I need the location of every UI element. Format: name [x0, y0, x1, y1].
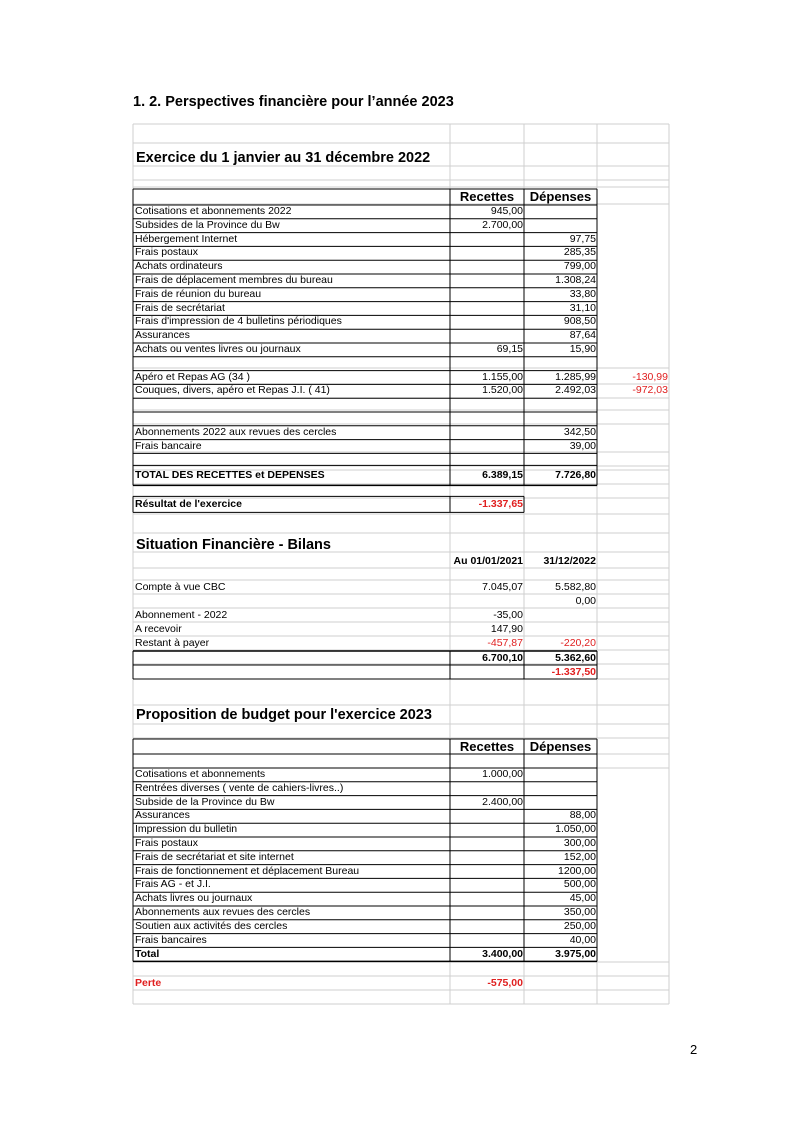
budget-recettes — [450, 782, 524, 796]
row-label: Subsides de la Province du Bw — [135, 218, 280, 231]
row-difference — [597, 260, 669, 274]
row-difference — [597, 440, 669, 454]
row-label: Achats ou ventes livres ou journaux — [135, 343, 301, 355]
row-difference: -130,99 — [632, 370, 668, 383]
row-label: Frais bancaire — [135, 439, 202, 452]
budget-label: Achats livres ou journaux — [135, 892, 253, 905]
row-recettes — [450, 260, 524, 274]
budget-label: Frais AG - et J.I. — [135, 878, 211, 891]
row-depenses: 799,00 — [563, 260, 596, 273]
row-label: Cotisations et abonnements 2022 — [135, 205, 292, 217]
budget-recettes — [450, 837, 524, 851]
row-difference — [597, 398, 669, 412]
row-depenses: 33,80 — [569, 287, 596, 300]
result-label: Résultat de l'exercice — [135, 498, 242, 511]
budget-label: Frais postaux — [135, 837, 199, 849]
perte-value: -575,00 — [487, 977, 523, 989]
row-label: Couques, divers, apéro et Repas J.I. ( 41) — [135, 384, 330, 397]
row-recettes — [450, 398, 524, 412]
budget-depenses: 40,00 — [569, 933, 596, 946]
budget-label: Frais de fonctionnement et déplacement Bureau — [135, 864, 360, 877]
budget-depenses — [524, 796, 597, 810]
row-depenses: 39,00 — [569, 439, 596, 452]
bilan-value-end — [524, 609, 597, 623]
budget-recettes — [450, 878, 524, 892]
recettes-header: Recettes — [459, 189, 515, 204]
budget-depenses: 350,00 — [563, 906, 596, 918]
row-difference — [597, 219, 669, 233]
row-depenses: 97,75 — [569, 232, 596, 245]
budget-label: Cotisations et abonnements — [135, 768, 266, 780]
budget-recettes: 2.400,00 — [482, 795, 523, 808]
page-number: 2 — [690, 1042, 698, 1057]
budget-total-depenses: 3.975,00 — [555, 948, 596, 961]
total-label: TOTAL DES RECETTES et DEPENSES — [135, 469, 325, 482]
date-start-header: Au 01/01/2021 — [453, 555, 523, 567]
budget-recettes — [450, 851, 524, 865]
row-difference: -972,03 — [632, 384, 668, 397]
row-label: Frais de secrétariat — [135, 301, 225, 314]
row-depenses — [524, 412, 597, 426]
row-difference — [597, 302, 669, 316]
row-label: Hébergement Internet — [135, 232, 238, 245]
section3-title: Proposition de budget pour l'exercice 2023 — [136, 707, 432, 723]
section2-title: Situation Financière - Bilans — [136, 537, 331, 553]
budget-depenses — [524, 782, 597, 796]
row-difference — [597, 274, 669, 288]
bilan-label: Abonnement - 2022 — [135, 609, 228, 621]
row-recettes: 69,15 — [496, 343, 523, 355]
row-recettes: 1.520,00 — [482, 384, 523, 397]
row-label: Frais postaux — [135, 246, 199, 259]
row-depenses: 1.285,99 — [555, 370, 596, 383]
row-recettes: 945,00 — [490, 205, 523, 217]
row-depenses — [524, 205, 597, 219]
row-depenses: 87,64 — [569, 329, 596, 342]
row-difference — [597, 357, 669, 371]
budget-depenses: 45,00 — [569, 892, 596, 905]
budget-recettes — [450, 892, 524, 906]
depenses-header: Dépenses — [529, 189, 592, 204]
row-depenses: 285,35 — [563, 246, 596, 259]
row-label — [133, 357, 450, 371]
budget-total-label: Total — [135, 948, 160, 961]
row-depenses: 2.492,03 — [555, 384, 596, 397]
budget-recettes — [450, 809, 524, 823]
row-label: Frais de déplacement membres du bureau — [135, 274, 333, 286]
row-difference — [597, 329, 669, 343]
row-depenses — [524, 357, 597, 371]
row-recettes — [450, 412, 524, 426]
row-depenses: 908,50 — [563, 315, 596, 328]
row-recettes — [450, 302, 524, 316]
budget-label: Subside de la Province du Bw — [135, 795, 275, 808]
budget-label: Abonnements aux revues des cercles — [135, 906, 311, 918]
row-label: Achats ordinateurs — [135, 260, 223, 273]
row-difference — [597, 288, 669, 302]
bilan-value-end: -220,20 — [560, 637, 596, 649]
budget-recettes — [450, 920, 524, 934]
budget-recettes: 1.000,00 — [482, 768, 523, 780]
row-label: Assurances — [135, 329, 190, 342]
bilan-value-start: -35,00 — [493, 609, 523, 621]
budget-depenses: 1.050,00 — [555, 823, 596, 836]
bilan-label: Compte à vue CBC — [135, 581, 226, 593]
row-difference — [597, 233, 669, 247]
row-difference — [597, 426, 669, 440]
bilan-label: A recevoir — [135, 623, 182, 635]
budget-recettes — [450, 865, 524, 879]
bilan-total-start: 6.700,10 — [482, 652, 523, 664]
bilan-value-start: -457,87 — [487, 637, 523, 649]
row-depenses — [524, 219, 597, 233]
row-depenses: 15,90 — [569, 343, 596, 355]
row-recettes — [450, 288, 524, 302]
budget-total-recettes: 3.400,00 — [482, 948, 523, 961]
row-recettes — [450, 315, 524, 329]
row-label — [133, 412, 450, 426]
row-recettes — [450, 233, 524, 247]
budget-recettes — [450, 934, 524, 948]
row-recettes — [450, 329, 524, 343]
row-label: Frais de réunion du bureau — [135, 287, 262, 300]
bilan-value-end: 5.582,80 — [555, 581, 596, 593]
bilan-value-end — [524, 623, 597, 637]
budget-label: Rentrées diverses ( vente de cahiers-livres..) — [135, 781, 344, 794]
budget-recettes — [450, 906, 524, 920]
row-difference — [597, 246, 669, 260]
row-label: Abonnements 2022 aux revues des cercles — [135, 425, 337, 438]
row-recettes: 2.700,00 — [482, 218, 523, 231]
row-depenses: 1.308,24 — [555, 274, 596, 286]
budget-label: Impression du bulletin — [135, 823, 238, 836]
result-value: -1.337,65 — [478, 498, 523, 511]
budget-depenses-header: Dépenses — [529, 739, 592, 754]
bilan-value-end: 0,00 — [575, 595, 596, 607]
row-depenses — [524, 398, 597, 412]
budget-recettes-header: Recettes — [459, 739, 515, 754]
row-label — [133, 398, 450, 412]
row-recettes — [450, 274, 524, 288]
budget-label: Frais de secrétariat et site internet — [135, 850, 294, 863]
row-recettes — [450, 440, 524, 454]
budget-depenses: 152,00 — [563, 850, 596, 863]
row-difference — [597, 315, 669, 329]
bilan-difference: -1.337,50 — [551, 666, 596, 678]
row-recettes — [450, 357, 524, 371]
section1-title: Exercice du 1 janvier au 31 décembre 2022 — [136, 150, 431, 166]
row-difference — [597, 205, 669, 219]
budget-label: Assurances — [135, 809, 190, 822]
budget-depenses: 1200,00 — [558, 864, 596, 877]
bilan-value-start: 147,90 — [490, 623, 523, 635]
bilan-label: Restant à payer — [135, 637, 210, 649]
date-end-header: 31/12/2022 — [543, 555, 596, 567]
budget-label: Frais bancaires — [135, 933, 207, 946]
row-difference — [597, 343, 669, 357]
row-depenses: 342,50 — [563, 425, 596, 438]
budget-label: Soutien aux activités des cercles — [135, 919, 288, 932]
bilan-value-start: 7.045,07 — [482, 581, 523, 593]
budget-depenses: 88,00 — [569, 809, 596, 822]
row-depenses: 31,10 — [569, 301, 596, 314]
bilan-total-end: 5.362,60 — [555, 652, 596, 664]
row-recettes: 1.155,00 — [482, 370, 523, 383]
bilan-label — [133, 595, 450, 609]
budget-depenses — [524, 768, 597, 782]
perte-label: Perte — [135, 977, 162, 989]
row-recettes — [450, 426, 524, 440]
budget-recettes — [450, 823, 524, 837]
total-depenses: 7.726,80 — [555, 469, 596, 482]
budget-depenses: 500,00 — [563, 878, 596, 891]
row-label: Frais d'impression de 4 bulletins périodiques — [135, 315, 342, 328]
row-difference — [597, 412, 669, 426]
page-heading: 1. 2. Perspectives financière pour l’année 2023 — [133, 94, 454, 110]
budget-depenses: 250,00 — [563, 919, 596, 932]
bilan-value-start — [450, 595, 524, 609]
row-recettes — [450, 246, 524, 260]
budget-depenses: 300,00 — [563, 837, 596, 849]
total-recettes: 6.389,15 — [482, 469, 523, 482]
row-label: Apéro et Repas AG (34 ) — [135, 370, 250, 383]
